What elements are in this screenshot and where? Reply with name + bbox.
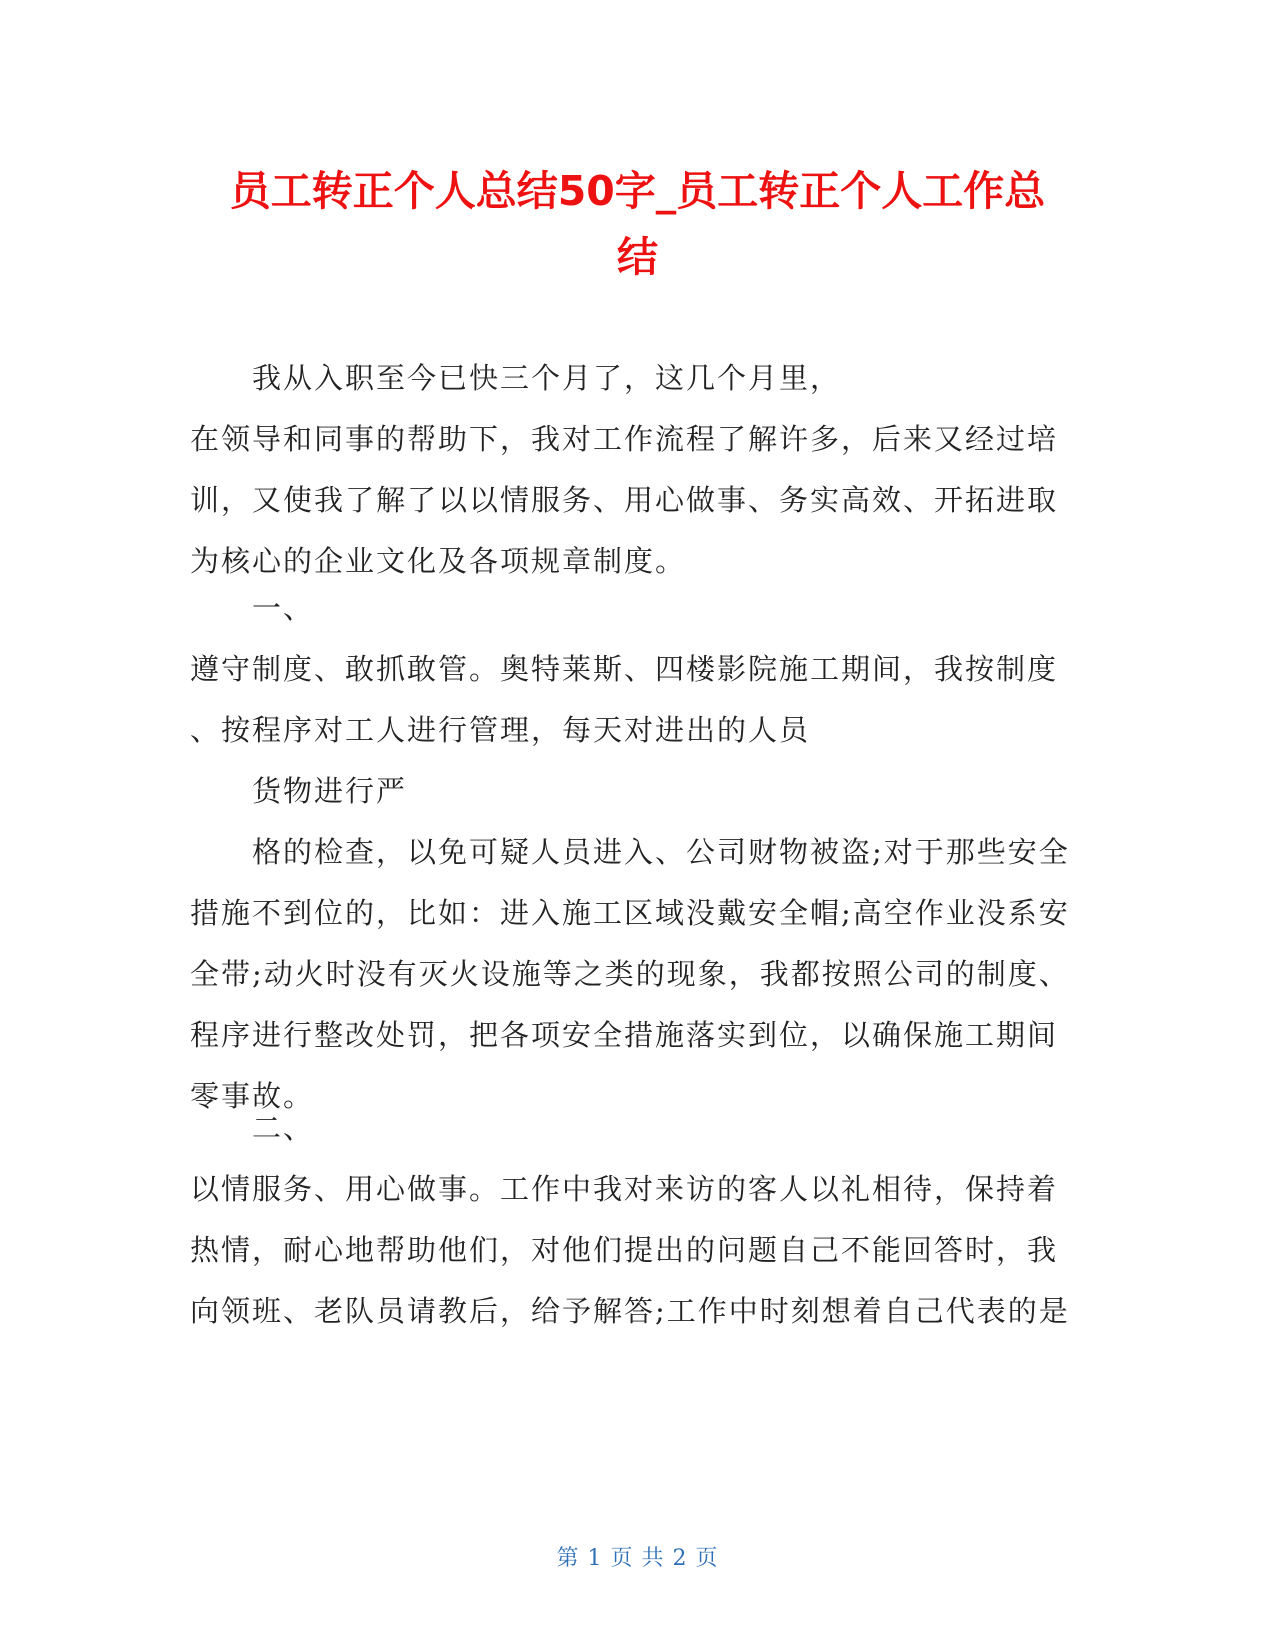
footer-total-pages: 2 <box>672 1546 688 1571</box>
section-two <box>190 1098 1090 1342</box>
section-one <box>190 578 1090 1127</box>
text-line: 零事故。 <box>190 1079 315 1113</box>
text-line: 货物进行严 <box>252 774 408 808</box>
page-footer <box>0 1541 1275 1572</box>
title-line-1: 员工转正个人总结50字_员工转正个人工作总 <box>229 167 1046 215</box>
text-line: 格的检查，以免可疑人员进入、公司财物被盗;对于那些安全 <box>252 835 1070 869</box>
text-line: 遵守制度、敢抓敢管。奥特莱斯、四楼影院施工期间，我按制度 <box>190 652 1059 686</box>
text-line: 在领导和同事的帮助下，我对工作流程了解许多，后来又经过培 <box>190 422 1059 456</box>
text-line: 程序进行整改处罚，把各项安全措施落实到位，以确保施工期间 <box>190 1018 1059 1052</box>
document-title <box>190 158 1085 290</box>
text-line: 措施不到位的，比如：进入施工区域没戴安全帽;高空作业没系安 <box>190 896 1070 930</box>
text-line: 向领班、老队员请教后，给予解答;工作中时刻想着自己代表的是 <box>190 1294 1070 1328</box>
section-heading: 二、 <box>252 1111 315 1145</box>
text-line: 以情服务、用心做事。工作中我对来访的客人以礼相待，保持着 <box>190 1172 1059 1206</box>
text-line: 全带;动火时没有灭火设施等之类的现象，我都按照公司的制度、 <box>190 957 1070 991</box>
footer-prefix: 第 <box>556 1546 580 1571</box>
section-heading: 一、 <box>252 591 315 625</box>
paragraph-intro <box>190 348 1090 592</box>
text-line: 训，又使我了解了以以情服务、用心做事、务实高效、开拓进取 <box>190 483 1059 517</box>
footer-middle: 页 共 <box>610 1546 665 1571</box>
text-line: 热情，耐心地帮助他们，对他们提出的问题自己不能回答时，我 <box>190 1233 1059 1267</box>
text-line: 为核心的企业文化及各项规章制度。 <box>190 544 687 578</box>
footer-current-page: 1 <box>587 1546 603 1571</box>
title-line-2: 结 <box>617 233 658 281</box>
text-line: 我从入职至今已快三个月了，这几个月里， <box>252 361 842 395</box>
text-line: 、按程序对工人进行管理，每天对进出的人员 <box>190 713 811 747</box>
footer-suffix: 页 <box>695 1546 719 1571</box>
